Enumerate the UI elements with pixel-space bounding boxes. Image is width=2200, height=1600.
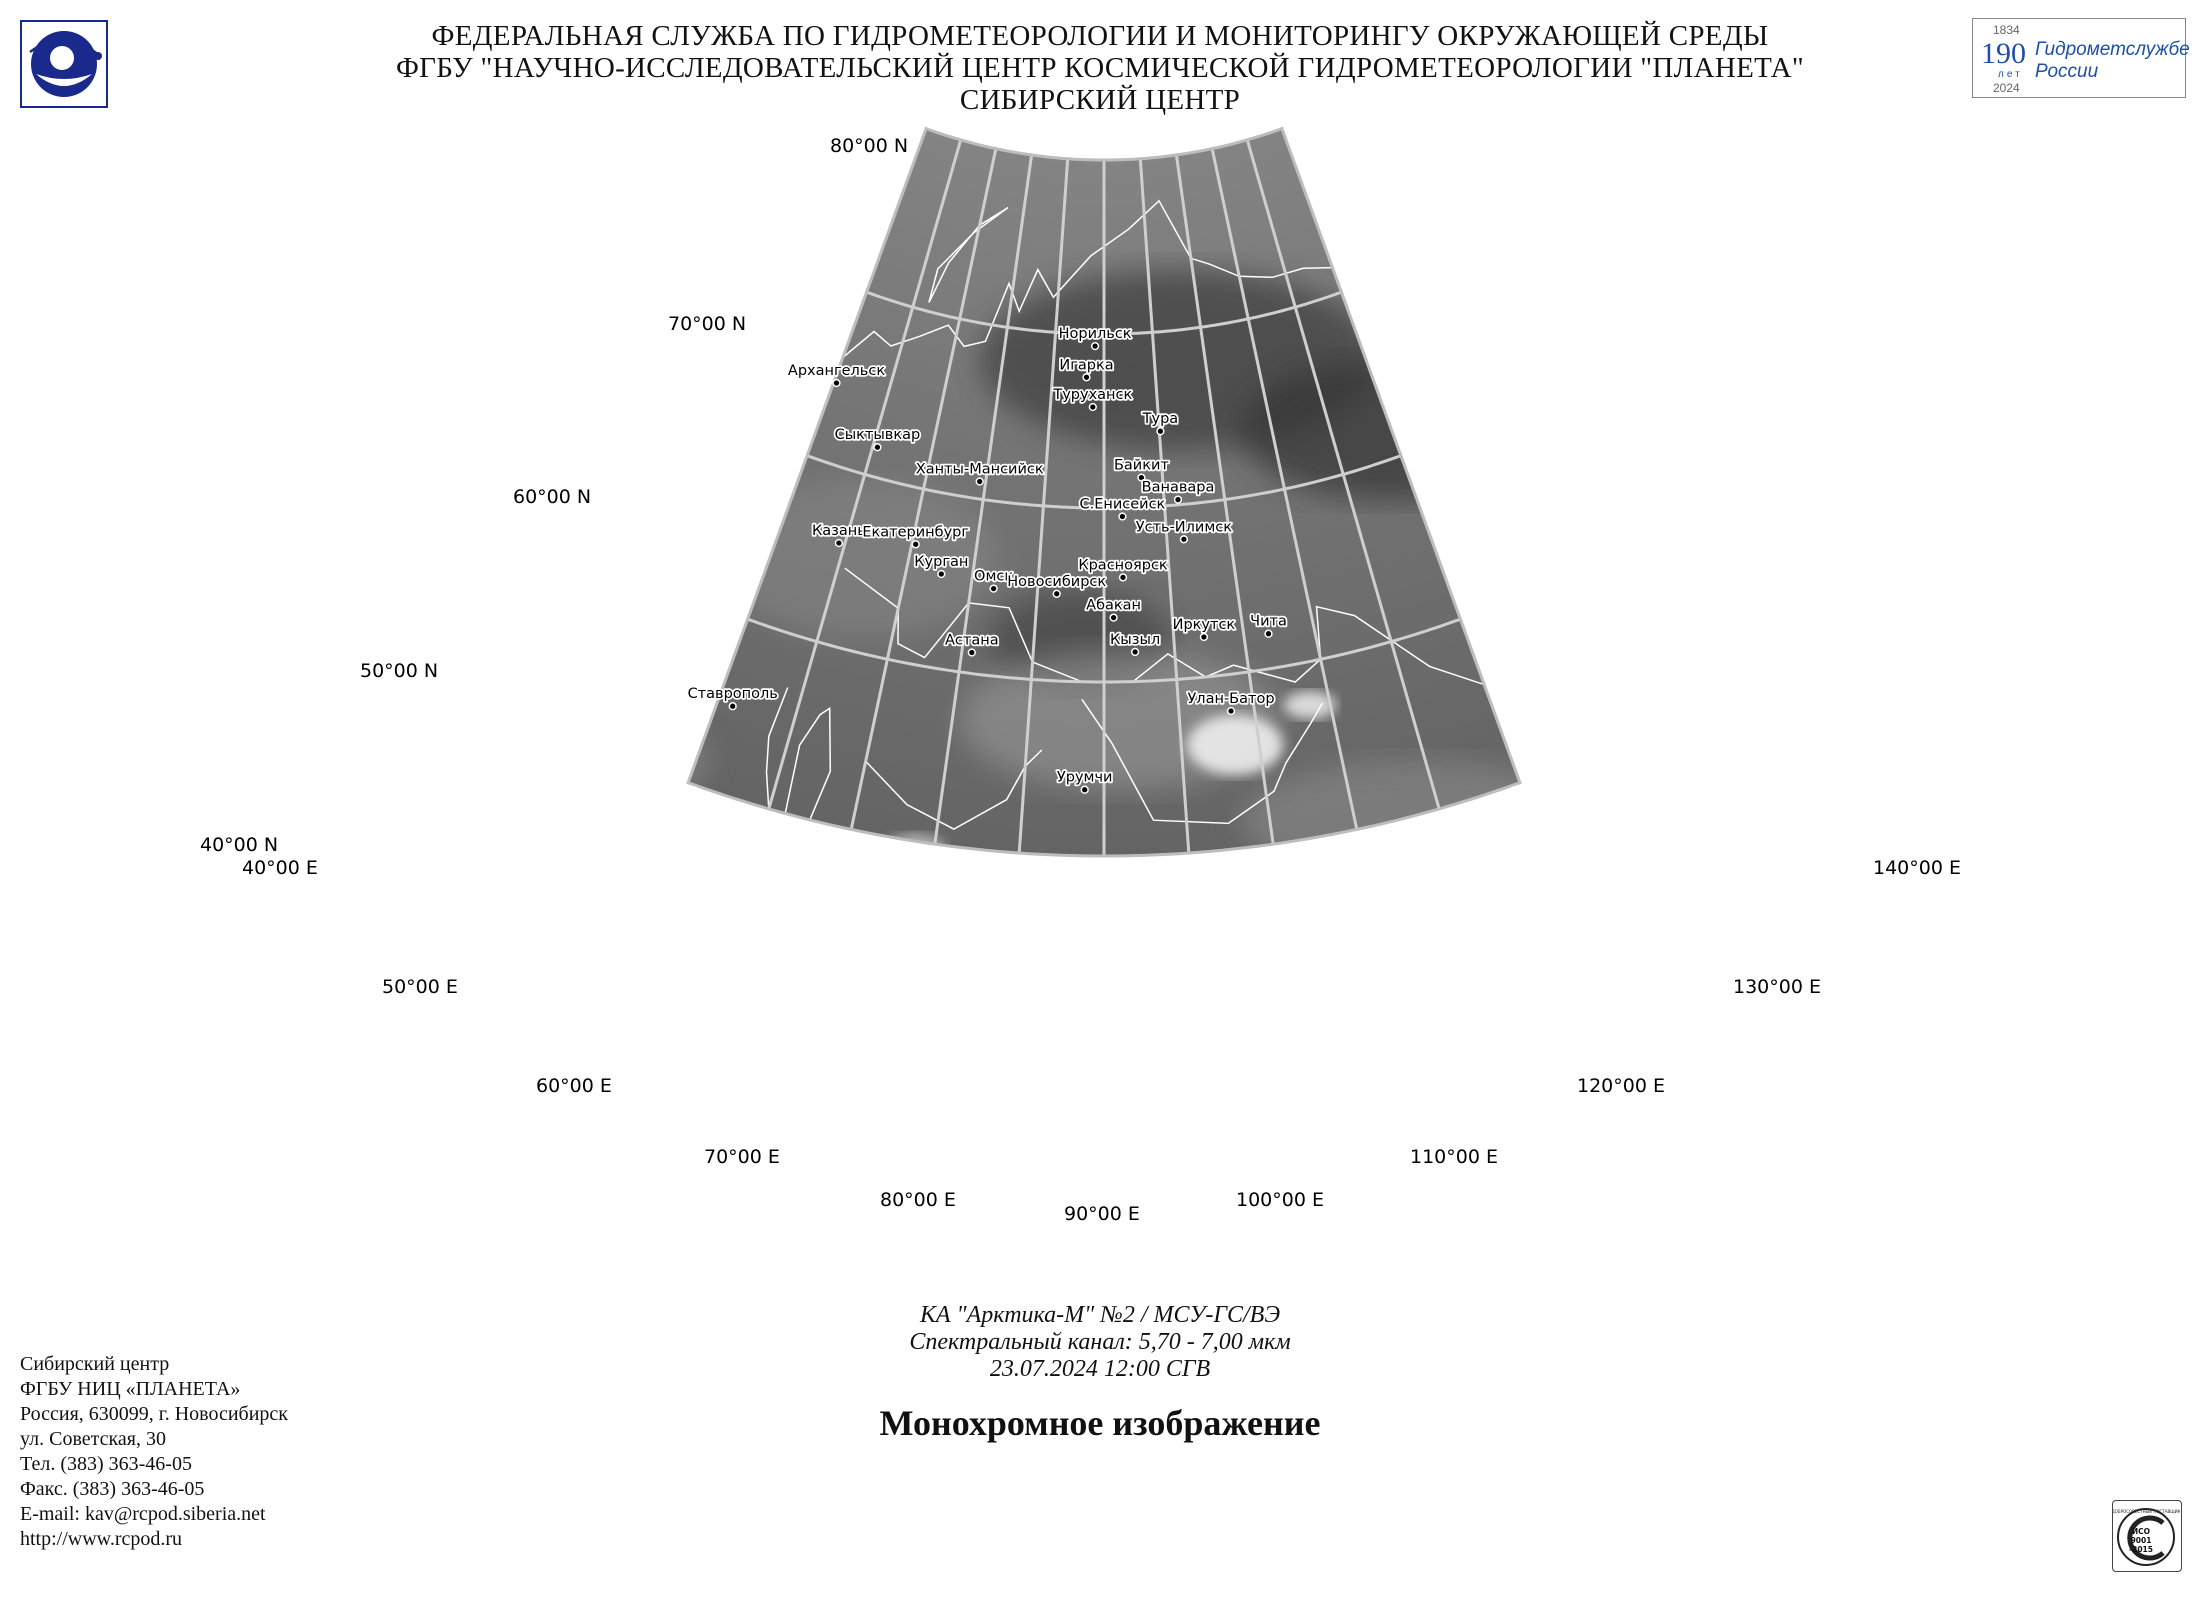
city-dot-21: [1201, 634, 1208, 641]
lon-label-120: 120°00 E: [1577, 1075, 1665, 1097]
city-dot-11: [1083, 374, 1090, 381]
anniversary-text-1: Гидрометслужбе: [2035, 39, 2190, 60]
anniversary-number: 190: [1981, 37, 2026, 70]
city-dot-3: [729, 703, 736, 710]
city-dot-5: [976, 478, 983, 485]
contact-address: [20, 1352, 288, 1552]
address-website: http://www.rcpod.ru: [20, 1528, 183, 1550]
lon-label-70: 70°00 E: [704, 1146, 780, 1168]
city-label-20: Кызыл: [1110, 631, 1161, 648]
lat-label-50: 50°00 N: [360, 660, 439, 682]
city-dot-0: [833, 380, 840, 387]
city-dot-23: [1228, 708, 1235, 715]
lon-label-100: 100°00 E: [1236, 1189, 1324, 1211]
image-caption: [700, 1302, 1500, 1383]
city-dot-24: [1081, 786, 1088, 793]
image-type-title: Монохромное изображение: [879, 1403, 1321, 1443]
header-line-2: ФГБУ "НАУЧНО-ИССЛЕДОВАТЕЛЬСКИЙ ЦЕНТР КОСМИЧЕСКОЙ ГИДРОМЕТЕОРОЛОГИИ "ПЛАНЕТА": [395, 52, 1805, 84]
city-label-18: Красноярск: [1078, 557, 1168, 574]
city-dot-6: [938, 571, 945, 578]
city-dot-22: [1265, 630, 1272, 637]
address-line-1: Сибирский центр: [20, 1353, 170, 1375]
cloud-texture: [410, 270, 1870, 1210]
city-label-9: Новосибирск: [1007, 573, 1107, 590]
city-dot-13: [1157, 428, 1164, 435]
city-label-16: С.Енисейск: [1079, 496, 1166, 513]
city-label-5: Ханты-Мансийск: [915, 461, 1044, 478]
lon-label-110: 110°00 E: [1410, 1146, 1498, 1168]
lon-label-90: 90°00 E: [1064, 1203, 1140, 1225]
lat-label-70: 70°00 N: [668, 313, 747, 335]
city-dot-15: [1175, 496, 1182, 503]
city-label-4: Екатеринбург: [862, 524, 970, 541]
lon-label-80: 80°00 E: [880, 1189, 956, 1211]
address-line-2: ФГБУ НИЦ «ПЛАНЕТА»: [20, 1378, 241, 1400]
city-label-1: Сыктывкар: [834, 427, 921, 444]
caption-channel: Спектральный канал: 5,70 - 7,00 мкм: [909, 1329, 1291, 1355]
satellite-image: [410, 129, 1870, 1210]
anniversary-year-start: 1834: [1993, 23, 2020, 37]
city-dot-2: [836, 540, 843, 547]
city-dot-16: [1119, 513, 1126, 520]
city-label-24: Урумчи: [1056, 769, 1113, 786]
city-label-21: Иркутск: [1172, 617, 1236, 633]
address-phone: Тел. (383) 363-46-05: [20, 1453, 192, 1475]
city-dot-19: [1110, 614, 1117, 621]
city-label-12: Туруханск: [1053, 387, 1133, 403]
address-fax: Факс. (383) 363-46-05: [20, 1478, 205, 1500]
city-label-23: Улан-Батор: [1187, 691, 1275, 707]
address-line-3: Россия, 630099, г. Новосибирск: [20, 1403, 289, 1425]
anniversary-text-2: России: [2035, 61, 2099, 82]
header-line-3: СИБИРСКИЙ ЦЕНТР: [959, 84, 1241, 116]
caption-satellite: КА "Арктика-М" №2 / МСУ-ГС/ВЭ: [919, 1302, 1281, 1328]
lon-label-40: 40°00 E: [242, 857, 318, 879]
city-label-7: Омск: [974, 568, 1014, 585]
city-label-6: Курган: [914, 554, 969, 570]
city-dot-18: [1120, 574, 1127, 581]
iso-line-2: 9001: [2130, 1536, 2152, 1545]
iso-certification-badge: [2112, 1500, 2182, 1572]
city-label-15: Ванавара: [1141, 479, 1215, 496]
city-dot-8: [968, 649, 975, 656]
lon-label-130: 130°00 E: [1733, 976, 1821, 998]
city-dot-9: [1053, 590, 1060, 597]
address-email: E-mail: kav@rcpod.siberia.net: [20, 1503, 266, 1525]
city-label-11: Игарка: [1059, 357, 1114, 374]
caption-datetime: 23.07.2024 12:00 СГВ: [989, 1356, 1211, 1382]
city-label-3: Ставрополь: [687, 686, 778, 703]
lon-label-140: 140°00 E: [1873, 857, 1961, 879]
city-label-8: Астана: [945, 632, 999, 649]
iso-top-text: ДОБРОСОВЕСТНЫЙ ПОСТАВЩИК: [2113, 1509, 2180, 1514]
city-dot-10: [1092, 343, 1099, 350]
city-label-19: Абакан: [1086, 597, 1142, 614]
city-dot-4: [912, 541, 919, 548]
city-dot-20: [1132, 649, 1139, 656]
city-dot-12: [1089, 404, 1096, 411]
header-line-1: ФЕДЕРАЛЬНАЯ СЛУЖБА ПО ГИДРОМЕТЕОРОЛОГИИ И МОНИТОРИНГУ ОКРУЖАЮЩЕЙ СРЕДЫ: [431, 20, 1769, 52]
city-label-10: Норильск: [1058, 326, 1132, 343]
city-dot-7: [990, 585, 997, 592]
city-label-0: Архангельск: [787, 363, 886, 379]
lon-label-50: 50°00 E: [382, 976, 458, 998]
city-label-13: Тура: [1142, 411, 1179, 428]
city-label-17: Усть-Илимск: [1135, 519, 1233, 536]
anniversary-years-word: лет: [1998, 69, 2023, 80]
iso-line-3: -2015: [2129, 1545, 2153, 1554]
city-label-14: Байкит: [1113, 457, 1169, 474]
address-line-4: ул. Советская, 30: [20, 1428, 166, 1450]
lat-label-80: 80°00 N: [830, 135, 909, 157]
lat-label-60: 60°00 N: [513, 486, 592, 508]
lon-label-60: 60°00 E: [536, 1075, 612, 1097]
city-label-2: Казань: [811, 523, 866, 539]
anniversary-year-end: 2024: [1993, 81, 2020, 95]
city-dot-17: [1181, 536, 1188, 543]
city-dot-1: [874, 444, 881, 451]
iso-line-1: ИСО: [2131, 1527, 2151, 1536]
city-label-22: Чита: [1250, 613, 1287, 630]
lat-label-40: 40°00 N: [200, 834, 279, 856]
